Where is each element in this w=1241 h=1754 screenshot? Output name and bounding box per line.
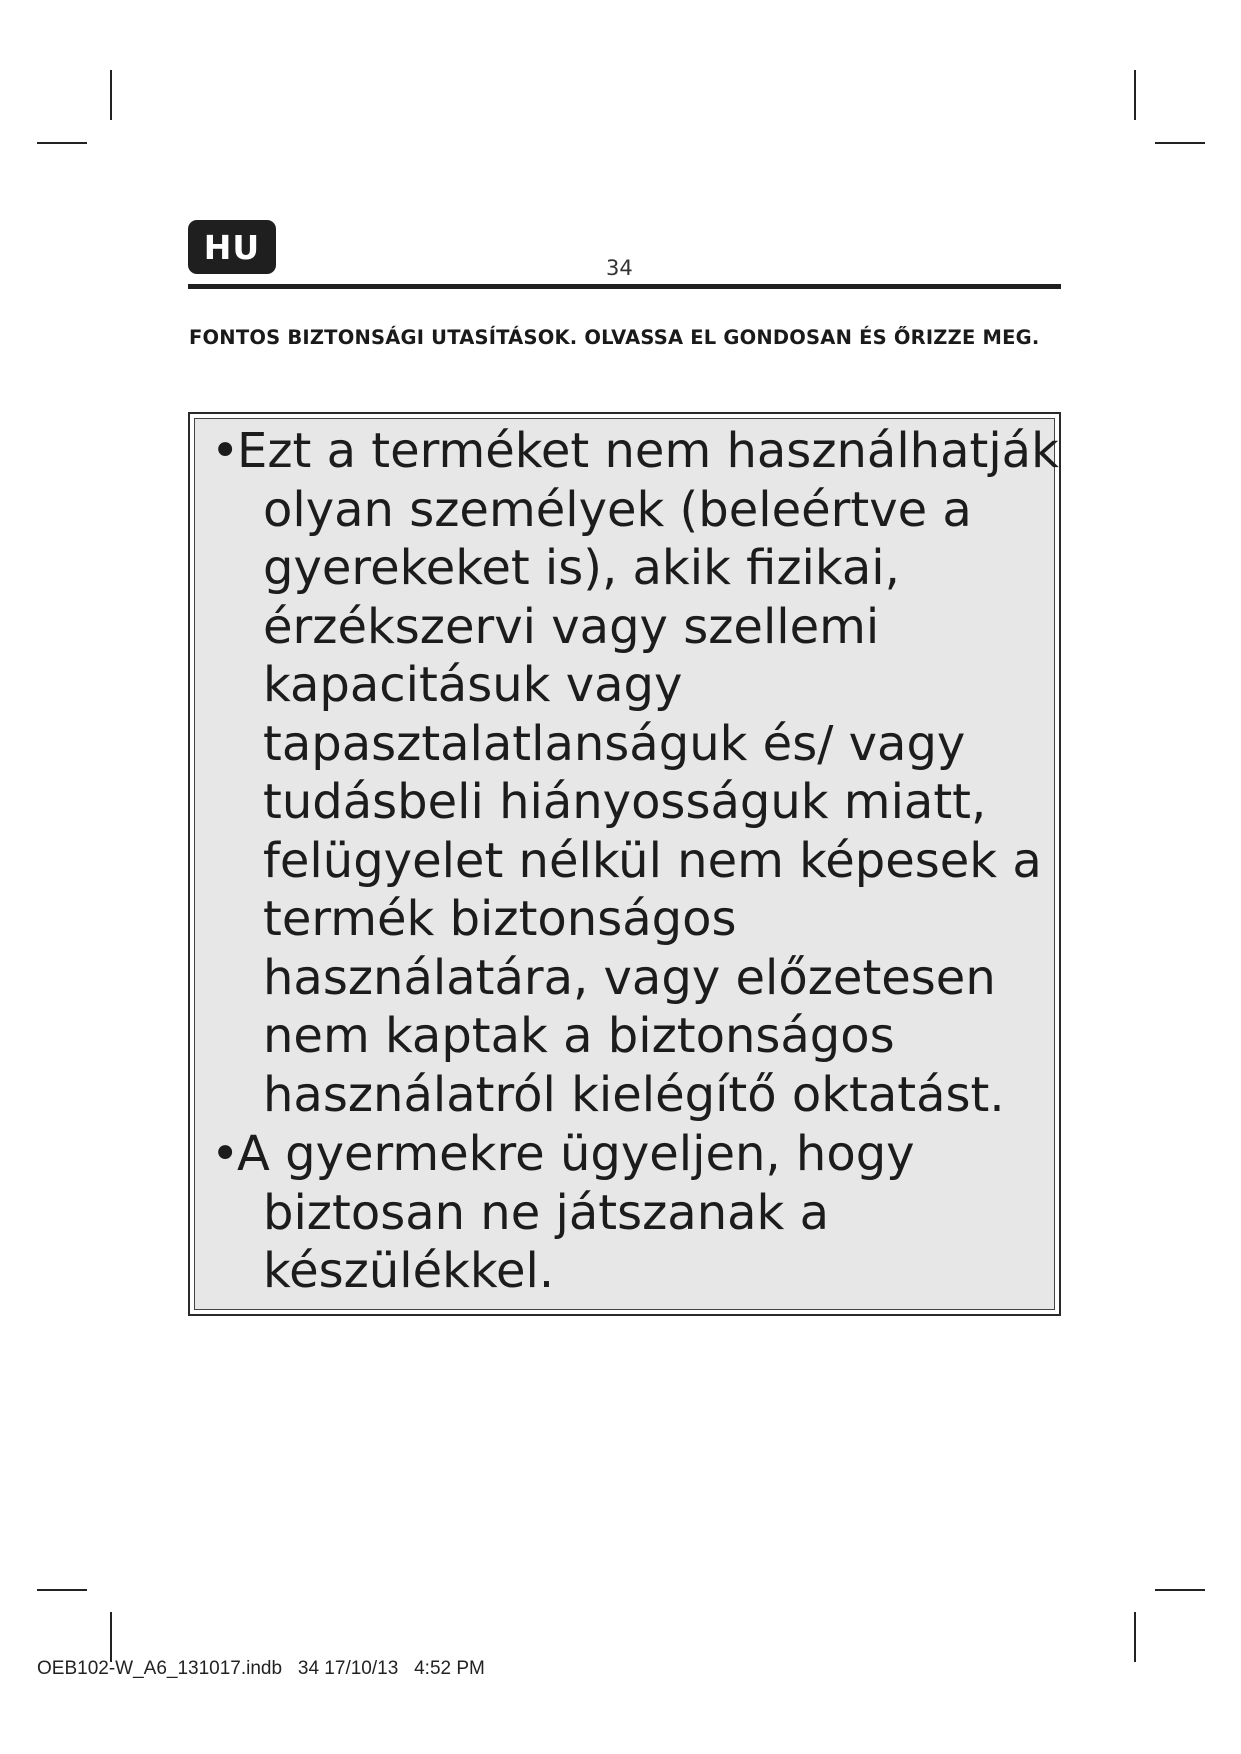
warning-item-2 <box>211 1125 1061 1301</box>
warning-item-1 <box>211 422 1061 1124</box>
print-file-info: OEB102-W_A6_131017.indb 34 17/10/13 4:52 PM <box>37 1658 485 1679</box>
crop-mark-top-left-vertical <box>110 70 112 120</box>
warning-box-inner <box>194 418 1059 1310</box>
crop-mark-bottom-left-vertical <box>110 1612 112 1662</box>
header-rule <box>188 284 1061 289</box>
page-number: 34 <box>606 256 633 280</box>
warning-box <box>188 412 1061 1316</box>
crop-mark-top-left-horizontal <box>37 142 87 144</box>
bullet-icon: • <box>211 423 240 479</box>
crop-mark-bottom-right-horizontal <box>1155 1589 1205 1591</box>
crop-mark-top-right-horizontal <box>1155 142 1205 144</box>
warning-item-text: A gyermekre ügyeljen, hogy biztosan ne játszanak a készülékkel. <box>237 1126 915 1299</box>
bullet-icon: • <box>211 1126 240 1182</box>
crop-mark-bottom-left-horizontal <box>37 1589 87 1591</box>
safety-heading: FONTOS BIZTONSÁGI UTASÍTÁSOK. OLVASSA EL GONDOSAN ÉS ŐRIZZE MEG. <box>189 326 1040 349</box>
crop-mark-bottom-right-vertical <box>1134 1612 1136 1662</box>
crop-mark-top-right-vertical <box>1134 70 1136 120</box>
language-badge: HU <box>188 220 276 274</box>
warning-item-text: Ezt a terméket nem használhatják olyan személyek (beleértve a gyerekeket is), akik fizikai, érzékszervi vagy szellemi kapacitásuk vagy tapasztalatlanságuk és/ vagy tudásbeli hiányosságuk miatt, felügyelet nélkül nem képesek a termék biztonságos használatára, vagy előzetesen nem kaptak a biztonságos használatról kielégítő oktatást. <box>237 423 1059 1123</box>
